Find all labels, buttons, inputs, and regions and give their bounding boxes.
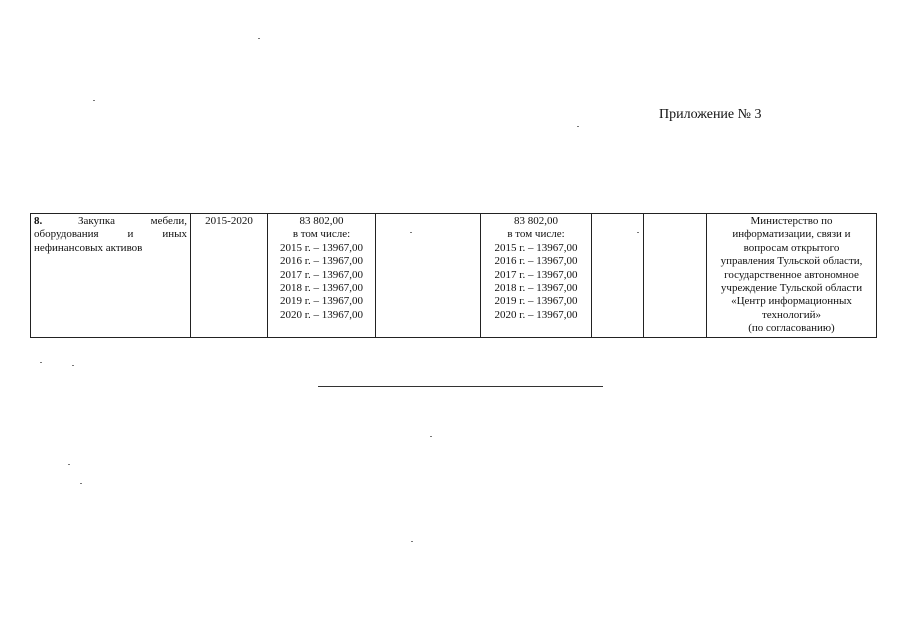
regional-funding-year-2019: 2019 г. – 13967,00: [494, 295, 578, 308]
executor-line-7: «Центр информационных: [731, 295, 852, 308]
activity-number: 8.: [34, 215, 43, 227]
executor-cell: [707, 214, 877, 338]
executor-line-3: вопросам открытого: [743, 241, 840, 254]
scan-speck: [430, 436, 432, 437]
activity-name-line-3: нефинансовых активов: [34, 241, 143, 254]
scan-speck: [68, 464, 70, 465]
appendix-title: Приложение № 3: [659, 107, 762, 122]
table-row: [31, 214, 877, 338]
total-funding-year-2019: 2019 г. – 13967,00: [279, 295, 364, 308]
total-funding-year-2018: 2018 г. – 13967,00: [279, 282, 364, 295]
activity-name-cell: [31, 214, 191, 338]
activity-name-line-2: оборудования и иных: [34, 228, 187, 241]
executor-line-4: управления Тульской области,: [720, 255, 863, 268]
scan-speck: [40, 362, 42, 363]
scan-speck: [637, 232, 639, 233]
total-funding-year-2020: 2020 г. – 13967,00: [279, 308, 364, 321]
activity-name-text-1: Закупка мебели,: [77, 215, 187, 227]
scan-speck: [93, 100, 95, 101]
total-funding-amount: 83 802,00: [299, 215, 344, 227]
executor-line-5: государственное автономное: [724, 268, 859, 281]
program-activities-table: [30, 213, 877, 338]
regional-funding-year-2017: 2017 г. – 13967,00: [494, 268, 578, 281]
scan-speck: [80, 483, 82, 484]
empty-funding-cell-1: [376, 214, 481, 338]
period-cell: [191, 214, 268, 338]
period-text: 2015-2020: [205, 215, 253, 227]
regional-funding-year-2015: 2015 г. – 13967,00: [494, 241, 578, 254]
scan-speck: [72, 365, 74, 366]
scan-speck: [411, 541, 413, 542]
executor-line-9: (по согласованию): [748, 322, 835, 335]
closing-rule: [318, 386, 603, 387]
total-funding-year-2015: 2015 г. – 13967,00: [279, 241, 364, 254]
empty-funding-cell-2: [592, 214, 644, 338]
total-funding-year-2017: 2017 г. – 13967,00: [279, 268, 364, 281]
scan-speck: [577, 126, 579, 127]
total-funding-cell: [268, 214, 376, 338]
executor-line-2: информатизации, связи и: [732, 228, 851, 241]
total-funding-year-2016: 2016 г. – 13967,00: [279, 255, 364, 268]
scan-speck: [258, 38, 260, 39]
activity-name-line-1: [34, 215, 187, 228]
executor-line-1: Министерство по: [750, 215, 833, 227]
regional-funding-amount: 83 802,00: [514, 215, 558, 227]
executor-line-6: учреждение Тульской области: [720, 282, 863, 295]
regional-funding-including: в том числе:: [507, 228, 565, 241]
regional-funding-year-2018: 2018 г. – 13967,00: [494, 282, 578, 295]
scan-speck: [410, 232, 412, 233]
regional-funding-year-2020: 2020 г. – 13967,00: [494, 308, 578, 321]
empty-funding-cell-3: [644, 214, 707, 338]
executor-line-8: технологий»: [761, 308, 822, 321]
regional-funding-year-2016: 2016 г. – 13967,00: [494, 255, 578, 268]
total-funding-including: в том числе:: [292, 228, 351, 241]
regional-funding-cell: [481, 214, 592, 338]
